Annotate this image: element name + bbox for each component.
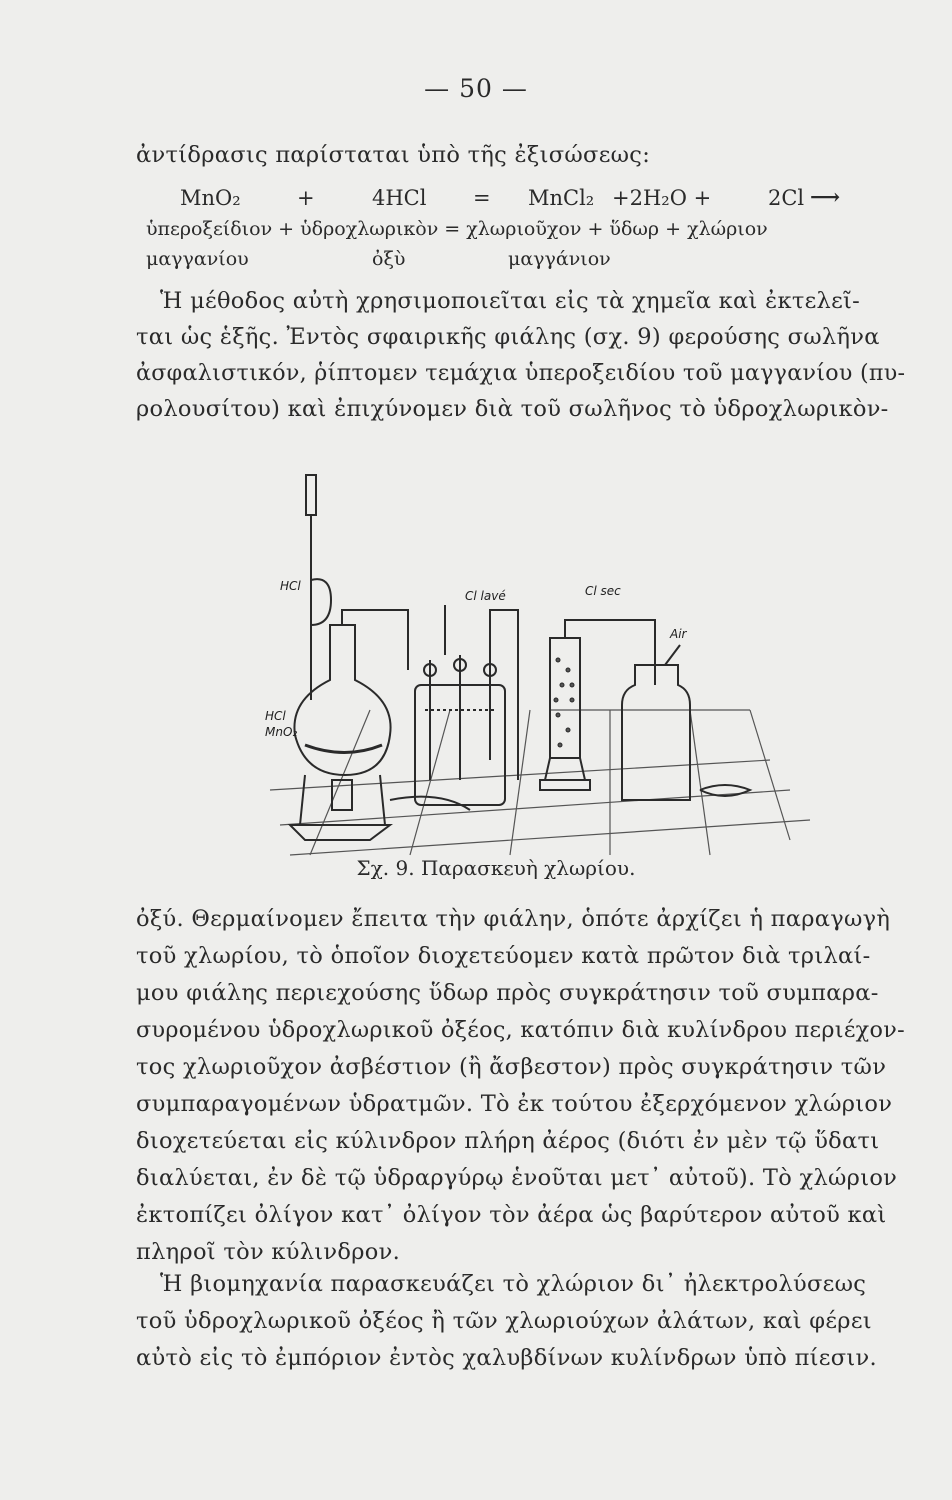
eq-h2o: +2H₂O +: [612, 186, 712, 210]
para2-line-10: πληροῖ τὸν κύλινδρον.: [136, 1239, 401, 1265]
para1-line-2: ται ὡς ἑξῆς. Ἐντὸς σφαιρικῆς φιάλης (σχ. 9) φερούσης σωλῆνα: [136, 324, 880, 350]
eq-hcl: 4HCl: [372, 186, 427, 210]
round-flask: [294, 625, 390, 775]
para2-line-1: ὀξύ. Θερμαίνομεν ἔπειτα τὴν φιάλην, ὁπότε ἀρχίζει ἡ παραγωγὴ: [136, 906, 891, 932]
para2-line-3: μου φιάλης περιεχούσης ὕδωρ πρὸς συγκράτησιν τοῦ συμπαρα-: [136, 980, 879, 1006]
page-number: — 50 —: [424, 74, 528, 103]
eq-mncl2: MnCl₂: [528, 186, 595, 210]
para3-line-3: αὐτὸ εἰς τὸ ἐμπόριον ἐντὸς χαλυβδίνων κυλίνδρων ὑπὸ πίεσιν.: [136, 1345, 877, 1371]
para2-line-9: ἐκτοπίζει ὀλίγον κατ᾽ ὀλίγον τὸν ἀέρα ὡς βαρύτερον αὐτοῦ καὶ: [136, 1202, 887, 1228]
eq-names-row1: ὑπεροξείδιον + ὑδροχλωρικὸν = χλωριοῦχον + ὕδωρ + χλώριον: [146, 218, 768, 240]
label-hcl-top: HCl: [280, 579, 301, 593]
para2-line-8: διαλύεται, ἐν δὲ τῷ ὑδραργύρῳ ἑνοῦται μετ᾽ αὐτοῦ). Τὸ χλώριον: [136, 1165, 898, 1191]
label-hcl-flask: HCl: [265, 709, 286, 723]
eq-equals: =: [473, 186, 491, 210]
eq-plus-1: +: [297, 186, 315, 210]
label-cl-lave: Cl lavé: [465, 589, 506, 603]
para1-line-4: ρολουσίτου) καὶ ἐπιχύνομεν διὰ τοῦ σωλῆνος τὸ ὑδροχλωρικὸν-: [136, 396, 889, 422]
chlorine-apparatus-figure: [250, 460, 890, 880]
eq-cl: 2Cl: [768, 186, 805, 210]
intro-line: ἀντίδρασις παρίσταται ὑπὸ τῆς ἐξισώσεως:: [136, 142, 651, 168]
para2-line-6: συμπαραγομένων ὑδρατμῶν. Τὸ ἐκ τούτου ἐξερχόμενον χλώριον: [136, 1091, 893, 1117]
label-air: Air: [670, 627, 687, 641]
delivery-tube-1: [342, 610, 408, 670]
eq-name-manganese: μαγγανίου: [146, 248, 249, 270]
para2-line-7: διοχετεύεται εἰς κύλινδρον πλήρη ἀέρος (διότι ἐν μὲν τῷ ὕδατι: [136, 1128, 880, 1154]
safety-funnel-tube: [306, 475, 331, 700]
burner-stand: [290, 775, 470, 840]
drying-cylinder: [540, 638, 590, 790]
eq-mno2: MnO₂: [180, 186, 241, 210]
eq-name-manganese-2: μαγγάνιον: [508, 248, 611, 270]
eq-arrow: ⟶: [810, 184, 841, 209]
para3-line-2: τοῦ ὑδροχλωρικοῦ ὀξέος ἢ τῶν χλωριούχων ἀλάτων, καὶ φέρει: [136, 1308, 872, 1334]
wash-bottle: [415, 605, 505, 805]
para2-line-4: συρομένου ὑδροχλωρικοῦ ὀξέος, κατόπιν διὰ κυλίνδρου περιέχον-: [136, 1017, 905, 1043]
figure-caption: Σχ. 9. Παρασκευὴ χλωρίου.: [356, 856, 636, 880]
label-mno2: MnO₂: [265, 725, 298, 739]
para1-line-3: ἀσφαλιστικόν, ῥίπτομεν τεμάχια ὑπεροξειδίου τοῦ μαγγανίου (πυ-: [136, 360, 906, 386]
para2-line-5: τος χλωριοῦχον ἀσβέστιον (ἢ ἄσβεστον) πρὸς συγκράτησιν τῶν: [136, 1054, 887, 1080]
para3-line-1: Ἡ βιομηχανία παρασκευάζει τὸ χλώριον δι᾽ ἠλεκτρολύσεως: [160, 1271, 867, 1297]
para1-line-1: Ἡ μέθοδος αὐτὴ χρησιμοποιεῖται εἰς τὰ χημεῖα καὶ ἐκτελεῖ-: [160, 288, 861, 314]
eq-name-acid: ὀξὺ: [372, 248, 406, 270]
label-cl-sec: Cl sec: [585, 584, 621, 598]
para2-line-2: τοῦ χλωρίου, τὸ ὁποῖον διοχετεύομεν κατὰ πρῶτον διὰ τριλαί-: [136, 943, 871, 969]
delivery-tube-3: [565, 620, 655, 685]
